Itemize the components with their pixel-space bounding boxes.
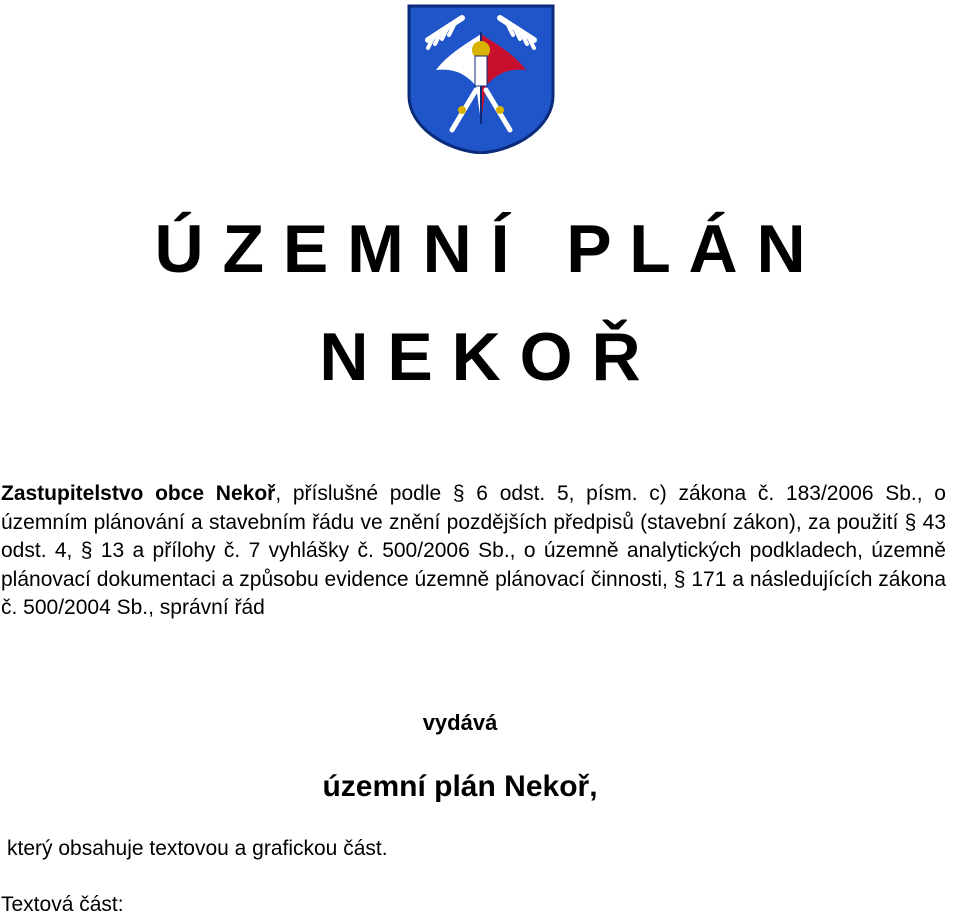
council-name: Zastupitelstvo obce Nekoř: [1, 482, 276, 505]
title-line-1: Ú Z E M N Í P L Á N: [154, 211, 806, 287]
section-sign-4: §: [673, 567, 686, 591]
coat-of-arms: [406, 4, 556, 154]
section-sign-1: §: [452, 482, 465, 505]
body-text-4: 13 a přílohy č. 7 vyhlášky č. 500/2006 Sb., o územně analytických podkladech, územně plánovací dokumentaci a způsobu evidence územně plánovací činnosti,: [1, 539, 946, 591]
body-text-5: 171 a následujících zákona č. 500/2004 Sb., správní řád: [1, 567, 946, 619]
section-label: Textová část:: [1, 893, 124, 916]
body-paragraph: [1, 480, 946, 623]
section-sign-3: §: [80, 539, 93, 562]
body-text-1: , příslušné podle: [275, 482, 453, 505]
contains-text: který obsahuje textovou a grafickou část.: [7, 837, 388, 860]
title-line-2: N E K O Ř: [319, 319, 641, 395]
issues-verb: vydává: [422, 710, 498, 735]
body-text-3: 43 odst. 4,: [1, 510, 946, 562]
body-text-2: 6 odst. 5, písm. c) zákona č. 183/2006 Sb., o územním plánování a stavebním řádu ve znění pozdějších předpisů (stavební zákon), za použití: [1, 482, 946, 534]
section-sign-2: §: [904, 510, 917, 534]
plan-name: územní plán Nekoř,: [322, 770, 598, 803]
coat-of-arms-icon: [406, 4, 556, 154]
